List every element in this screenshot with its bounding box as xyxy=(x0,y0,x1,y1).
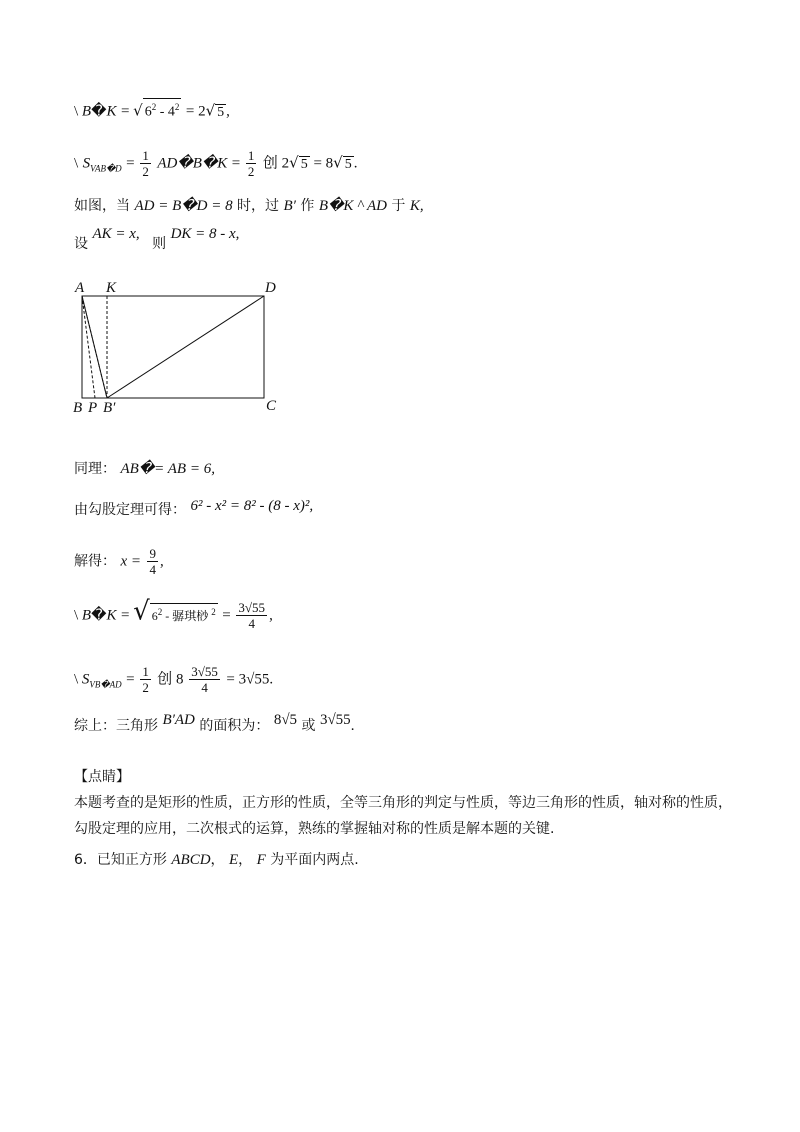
line-conclusion: 综上：三角形 B′AD 的面积为： 8√5 或 3√55. xyxy=(74,712,355,734)
summary-paragraph: 本题考查的是矩形的性质，正方形的性质，全等三角形的判定与性质，等边三角形的性质，轴对称的性质，勾股定理的应用，二次根式的运算，熟练的掌握轴对称的性质是解本题的关键. xyxy=(74,795,732,837)
question-6: 6．已知正方形 ABCD， E， F 为平面内两点. xyxy=(74,852,359,868)
line-bk-value-2: \ B�K = √ $6^2$ - 骣琪桫 $^2$ = $\frac{3√55}{4}$ , xyxy=(74,596,273,631)
rectangle-figure xyxy=(70,278,310,418)
line-same-reason: 同理： AB�= AB = 6, xyxy=(74,461,215,477)
label-c: C xyxy=(266,398,277,414)
label-b: B xyxy=(73,400,83,416)
label-bprime: B′ xyxy=(103,400,116,416)
line-set-x: 设 AK = x, 则 DK = 8 - x, xyxy=(74,226,240,252)
line-bk-value: \ B�K = √ $6^2 - 4^2 = 2√$ 5 , xyxy=(74,98,230,122)
line-case-2: 如图，当 AD = B�D = 8 时，过 B′ 作 B�K ^ AD 于 K, xyxy=(74,198,424,214)
label-d: D xyxy=(265,280,276,296)
line-pythagoras: 由勾股定理可得： 6² - x² = 8² - (8 - x)², xyxy=(74,498,314,518)
line-area-1: \ $S_{VAB�D}$ = $\frac{1}{2}$ AD�B�K = $\frac{1}{2}$ 创 2√ 5 = 8√ 5 . xyxy=(74,148,358,179)
line-solve: 解得： x = $\frac{9}{4}$ , xyxy=(74,546,164,577)
line-area-2: \ $S_{VB�AD}$ = $\frac{1}{2}$ 创 8 $\frac{3√55}{4}$ = 3√55. xyxy=(74,664,274,695)
label-a: A xyxy=(75,280,85,296)
label-k: K xyxy=(106,280,117,296)
label-p: P xyxy=(88,400,98,416)
dianjing-heading: 【点睛】 xyxy=(74,769,130,785)
